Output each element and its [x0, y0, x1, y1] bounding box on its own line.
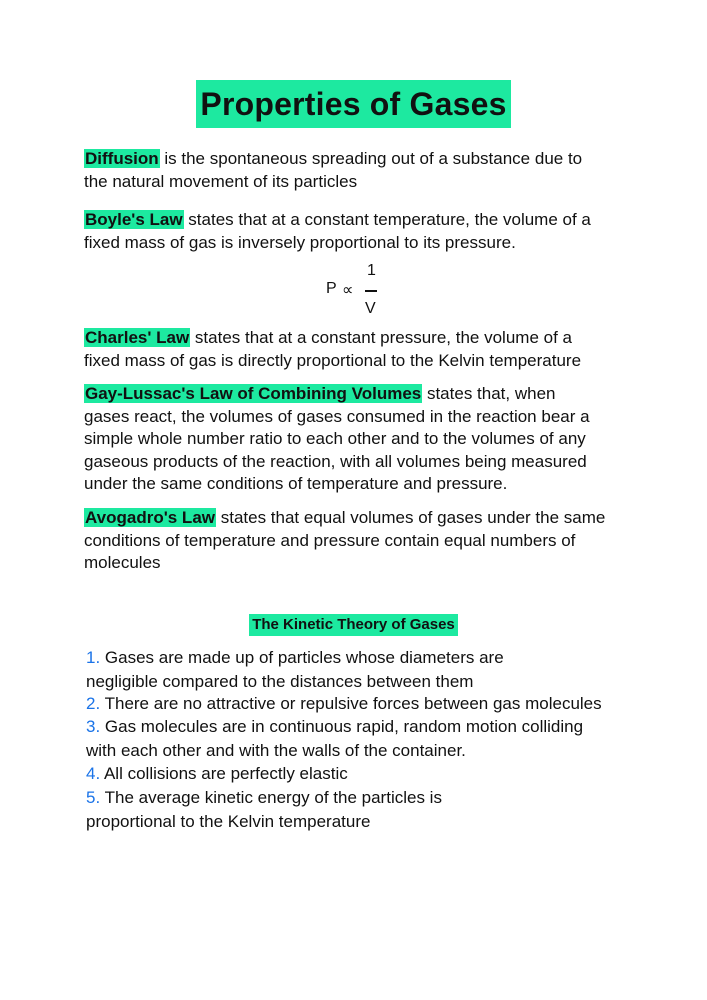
definition-text: fixed mass of gas is directly proportional to the Kelvin temperature [84, 350, 582, 370]
definition-text: states that, when [422, 384, 556, 403]
definition-text: states that equal volumes of gases under the same [216, 508, 606, 527]
definition-diffusion [84, 148, 644, 193]
list-text: The average kinetic energy of the particles is [100, 788, 442, 807]
definition-text: fixed mass of gas is inversely proportional to its pressure. [84, 232, 516, 252]
definition-text: the natural movement of its particles [84, 171, 358, 191]
term-diffusion: Diffusion [85, 149, 159, 168]
boyles-law-formula [326, 262, 386, 322]
list-text: There are no attractive or repulsive forces between gas molecules [100, 694, 602, 713]
term-gay-lussacs-law: Gay-Lussac's Law of Combining Volumes [85, 384, 422, 403]
kinetic-theory-heading: The Kinetic Theory of Gases [249, 614, 458, 636]
list-item [86, 715, 583, 762]
definition-text: gases react, the volumes of gases consumed in the reaction bear a [84, 406, 590, 426]
list-number: 1. [86, 648, 101, 667]
term-avogadros-law: Avogadro's Law [85, 508, 215, 527]
formula-pressure: P [326, 280, 337, 297]
kinetic-theory-heading-container [0, 614, 707, 636]
definition-text: states that at a constant pressure, the volume of a [190, 328, 572, 347]
definition-text: conditions of temperature and pressure contain equal numbers of [84, 530, 576, 550]
list-text: All collisions are perfectly elastic [100, 764, 348, 783]
definition-text: states that at a constant temperature, the volume of a [183, 210, 591, 229]
definition-gay-lussacs-law [84, 383, 654, 496]
list-item [86, 786, 442, 833]
definition-text: molecules [84, 553, 161, 572]
list-item [86, 692, 602, 716]
list-text: proportional to the Kelvin temperature [86, 811, 371, 831]
list-text: Gases are made up of particles whose diameters are [100, 648, 504, 667]
list-number: 3. [86, 717, 101, 736]
title-container [0, 80, 707, 128]
term-boyles-law: Boyle's Law [85, 210, 183, 229]
list-item [86, 762, 348, 786]
list-item [86, 646, 504, 693]
list-number: 2. [86, 694, 101, 713]
list-text: Gas molecules are in continuous rapid, random motion colliding [100, 717, 584, 736]
list-number: 4. [86, 764, 101, 783]
formula-numerator: 1 [367, 262, 376, 279]
fraction-bar [365, 290, 377, 292]
definition-avogadros-law [84, 507, 654, 575]
term-charles-law: Charles' Law [85, 328, 190, 347]
formula-denominator: V [365, 300, 376, 317]
definition-text: gaseous products of the reaction, with all volumes being measured [84, 451, 587, 471]
definition-text: simple whole number ratio to each other and to the volumes of any [84, 429, 586, 448]
definition-text: is the spontaneous spreading out of a substance due to [159, 149, 583, 168]
page-title: Properties of Gases [196, 80, 510, 128]
list-number: 5. [86, 788, 101, 807]
definition-boyles-law [84, 209, 644, 254]
list-text: with each other and with the walls of the container. [86, 740, 466, 760]
list-text: negligible compared to the distances between them [86, 671, 474, 691]
definition-text: under the same conditions of temperature and pressure. [84, 474, 508, 493]
proportional-symbol: ∝ [342, 282, 354, 299]
definition-charles-law [84, 327, 644, 372]
